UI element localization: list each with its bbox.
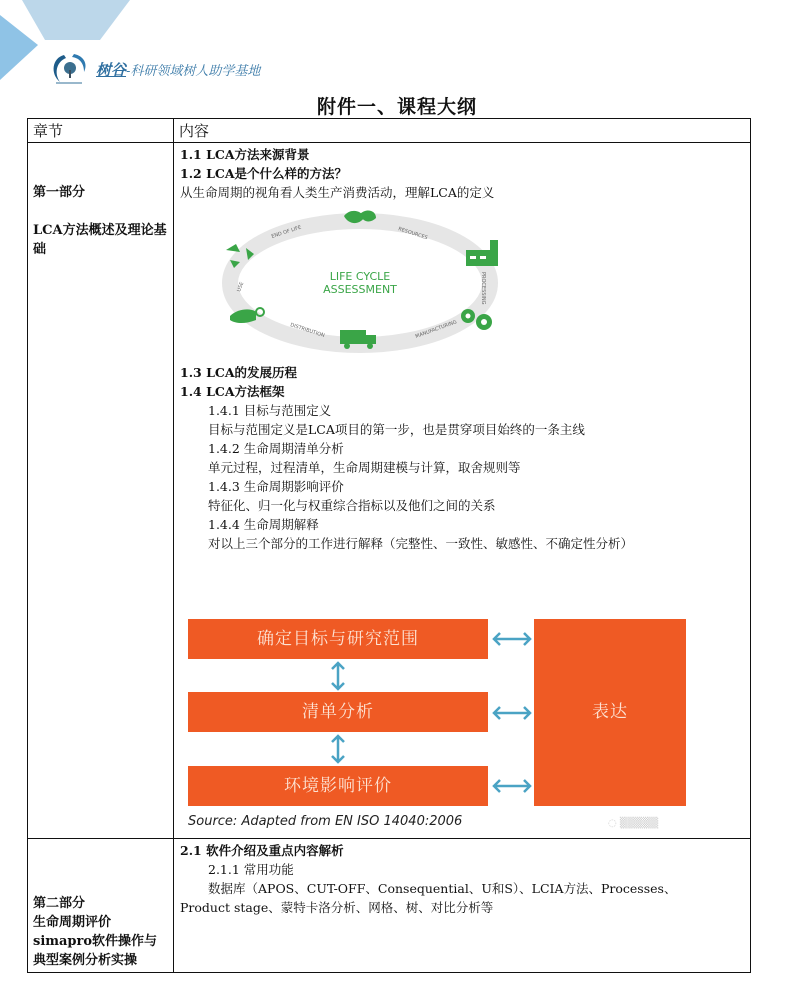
double-arrow-icons — [184, 619, 694, 809]
framework-box-impact: 环境影响评价 — [188, 766, 488, 806]
column-header-content: 内容 — [174, 119, 751, 143]
outline-subheading: 1.4.4 生命周期解释 — [208, 517, 319, 532]
chapter-cell-1 — [28, 143, 174, 839]
logo — [50, 52, 260, 86]
framework-box-inventory: 清单分析 — [188, 692, 488, 732]
stage-label: DISTRIBUTION — [289, 322, 326, 339]
tree-globe-logo-icon — [50, 52, 90, 86]
content-cell-2 — [174, 839, 751, 973]
chapter-title: 第二部分 — [33, 896, 86, 911]
framework-box-goal-scope: 确定目标与研究范围 — [188, 619, 488, 659]
outline-subheading: 1.4.2 生命周期清单分析 — [208, 441, 344, 456]
stage-label: PROCESSING — [480, 272, 486, 305]
outline-text: 特征化、归一化与权重综合指标以及他们之间的关系 — [208, 498, 496, 513]
logo-brand: 树谷 — [96, 60, 127, 79]
chapter-line: 生命周期评价 — [33, 915, 112, 930]
outline-heading: 1.3 LCA的发展历程 — [180, 365, 298, 380]
table-header-row — [28, 119, 751, 143]
lca-framework-diagram — [184, 619, 694, 834]
chapter-subtitle: LCA方法概述及理论基础 — [33, 223, 167, 257]
chapter-title: 第一部分 — [33, 185, 86, 200]
diagram-center-line2: ASSESSMENT — [323, 283, 397, 296]
stage-label: RESOURCES — [397, 226, 429, 242]
diagram-center-line1: LIFE CYCLE — [329, 270, 391, 283]
outline-text: 目标与范围定义是LCA项目的第一步，也是贯穿项目始终的一条主线 — [208, 422, 585, 437]
watermark-icon: ◌ ▒▒▒▒▒ — [608, 818, 659, 829]
outline-text: 对以上三个部分的工作进行解释（完整性、一致性、敏感性、不确定性分析） — [208, 536, 634, 551]
outline-heading: 1.2 LCA是个什么样的方法？ — [180, 166, 348, 181]
outline-heading: 2.1 软件介绍及重点内容解析 — [180, 843, 344, 858]
outline-subheading: 2.1.1 常用功能 — [208, 862, 294, 877]
stage-label: END OF LIFE — [270, 224, 303, 240]
table-row-section-2 — [28, 839, 751, 973]
content-cell-1 — [174, 143, 751, 839]
outline-subheading: 1.4.1 目标与范围定义 — [208, 403, 332, 418]
stage-label: MANUFACTURING — [414, 319, 458, 340]
page-title: 附件一、课程大纲 — [316, 96, 477, 118]
outline-text: 数据库（APOS、CUT-OFF、Consequential、U和S）、LCIA方法、Processes、 — [208, 881, 677, 896]
course-outline-table — [27, 118, 751, 973]
life-cycle-assessment-diagram — [210, 208, 510, 358]
logo-tagline: -科研领域树人助学基地 — [126, 63, 261, 79]
outline-heading: 1.1 LCA方法来源背景 — [180, 147, 310, 162]
chapter-cell-2 — [28, 839, 174, 973]
chapter-line: 典型案例分析实操 — [33, 953, 138, 968]
table-row-section-1 — [28, 143, 751, 839]
diagram-source-caption: Source: Adapted from EN ISO 14040:2006 — [188, 814, 463, 829]
framework-box-interpretation: 表达 — [534, 619, 686, 806]
outline-subheading: 1.4.3 生命周期影响评价 — [208, 479, 344, 494]
outline-heading: 1.4 LCA方法框架 — [180, 384, 285, 399]
outline-text: 从生命周期的视角看人类生产消费活动，理解LCA的定义 — [180, 185, 495, 200]
chapter-line: simapro软件操作与 — [33, 934, 158, 949]
stage-label: USE — [236, 281, 246, 293]
column-header-chapter: 章节 — [28, 119, 174, 143]
outline-text: 单元过程，过程清单，生命周期建模与计算，取舍规则等 — [208, 460, 521, 475]
outline-text: Product stage、蒙特卡洛分析、网格、树、对比分析等 — [180, 900, 494, 915]
logo-text — [96, 59, 260, 80]
